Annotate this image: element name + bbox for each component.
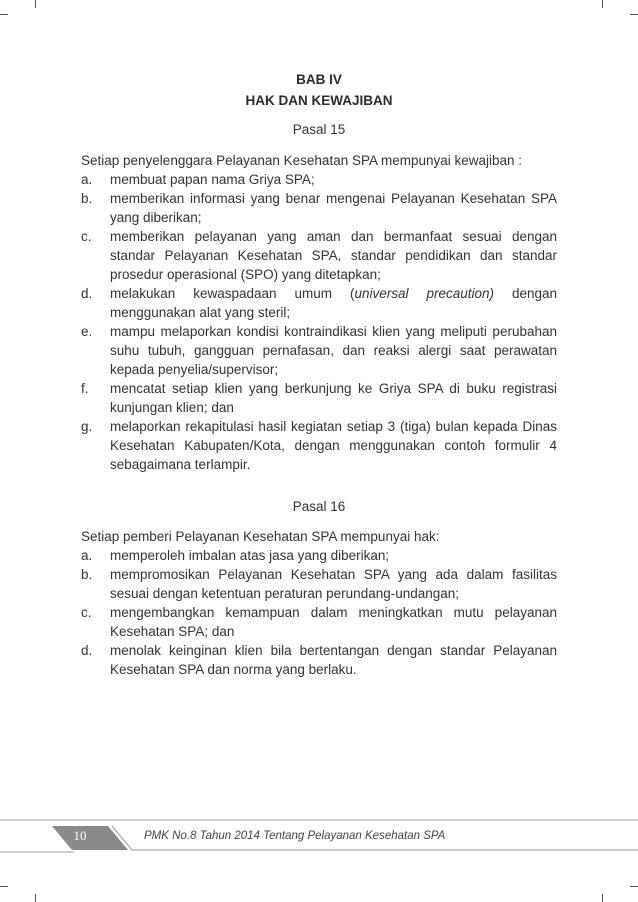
list-item-text-after: dengan menggunakan alat yang steril; (110, 286, 557, 320)
list-item-text: mencatat setiap klien yang berkunjung ke Griya SPA di buku registrasi kunjungan klien; dan (110, 381, 557, 415)
list-item-letter: a. (81, 548, 93, 563)
list-item-text: melaporkan rekapitulasi hasil kegiatan setiap 3 (tiga) bulan kepada Dinas Kesehatan Kabupaten/Kota, dengan menggunakan contoh formulir 4 sebagaimana terlampir. (110, 419, 557, 472)
list-item-letter: d. (81, 286, 93, 301)
list-item-text-italic: universal precaution) (354, 286, 494, 301)
list-item-text: memperoleh imbalan atas jasa yang diberikan; (110, 548, 390, 563)
list-item (81, 284, 557, 322)
crop-mark-bottom-left (0, 886, 8, 887)
list-item-letter: f. (81, 381, 89, 396)
list-item (81, 189, 557, 227)
crop-mark-bottom-right (630, 886, 638, 887)
chapter-number: BAB IV (296, 72, 342, 87)
crop-mark-bottom-left-v (35, 894, 36, 902)
list-item (81, 603, 557, 641)
crop-mark-top-right-v (602, 0, 603, 8)
list-item-text: memberikan informasi yang benar mengenai Pelayanan Kesehatan SPA yang diberikan; (110, 191, 557, 225)
list-item (81, 170, 557, 189)
list-item (81, 227, 557, 284)
list-item (81, 322, 557, 379)
footer-caption: PMK No.8 Tahun 2014 Tentang Pelayanan Kesehatan SPA (144, 830, 446, 842)
pasal-15-intro: Setiap penyelenggara Pelayanan Kesehatan SPA mempunyai kewajiban : (81, 153, 523, 168)
chapter-title: HAK DAN KEWAJIBAN (245, 93, 393, 108)
list-item-letter: b. (81, 191, 93, 206)
list-item-text: menolak keinginan klien bila bertentangan dengan standar Pelayanan Kesehatan SPA dan norma yang berlaku. (110, 643, 557, 677)
pasal-16-intro: Setiap pemberi Pelayanan Kesehatan SPA mempunyai hak: (81, 529, 440, 544)
pasal-15-list (81, 170, 557, 474)
pasal-16-heading: Pasal 16 (292, 499, 346, 514)
list-item-text: membuat papan nama Griya SPA; (110, 172, 315, 187)
list-item (81, 641, 557, 679)
list-item (81, 546, 557, 565)
page-number: 10 (73, 828, 87, 843)
list-item-text: memberikan pelayanan yang aman dan bermanfaat sesuai dengan standar Pelayanan Kesehatan SPA, standar pendidikan dan standar prosedur operasional (SPO) yang ditetapkan; (110, 229, 557, 282)
list-item-letter: e. (81, 324, 93, 339)
pasal-15-heading: Pasal 15 (292, 122, 346, 137)
list-item-text: mampu melaporkan kondisi kontraindikasi klien yang meliputi perubahan suhu tubuh, gangguan pernafasan, dan reaksi alergi saat perawatan kepada penyelia/supervisor; (110, 324, 557, 377)
list-item-letter: a. (81, 172, 93, 187)
list-item-text: mempromosikan Pelayanan Kesehatan SPA yang ada dalam fasilitas sesuai dengan ketentuan peraturan perundang-undangan; (110, 567, 557, 601)
crop-mark-bottom-right-v (602, 894, 603, 902)
crop-mark-top-right (630, 14, 638, 15)
pasal-16-list (81, 546, 557, 679)
list-item (81, 417, 557, 474)
list-item-letter: c. (81, 605, 92, 620)
list-item-text: mengembangkan kemampuan dalam meningkatkan mutu pelayanan Kesehatan SPA; dan (110, 605, 557, 639)
list-item-text (110, 284, 557, 322)
list-item (81, 565, 557, 603)
crop-mark-top-left (0, 14, 8, 15)
list-item-letter: c. (81, 229, 92, 244)
list-item-letter: d. (81, 643, 93, 658)
crop-mark-top-left-v (35, 0, 36, 8)
list-item-letter: b. (81, 567, 93, 582)
list-item (81, 379, 557, 417)
list-item-letter: g. (81, 419, 93, 434)
list-item-text-before: melakukan kewaspadaan umum ( (110, 286, 355, 301)
